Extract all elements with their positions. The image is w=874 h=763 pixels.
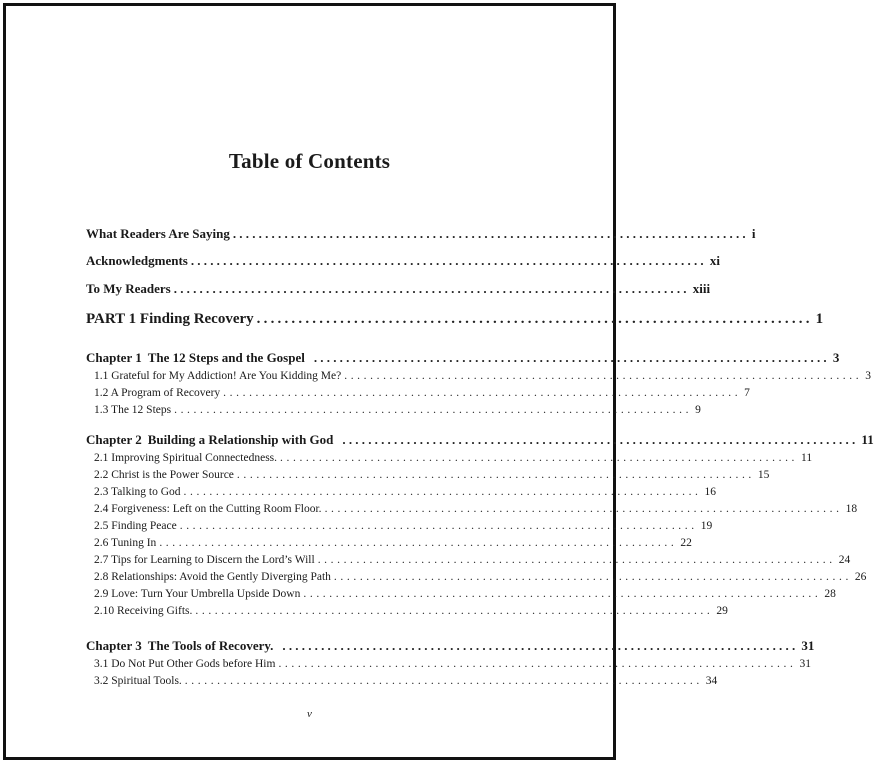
entry-page: 19: [700, 520, 713, 532]
entry-page: 26: [854, 571, 867, 583]
page-title: Table of Contents: [228, 149, 391, 173]
entry-page: 18: [845, 503, 858, 515]
dot-leader: ................................................................................: [278, 658, 797, 670]
dot-leader: ................................................................................: [223, 387, 742, 399]
toc-entry-section[interactable]: [94, 537, 692, 549]
entry-page: 15: [757, 469, 770, 481]
toc-entry-section[interactable]: [94, 588, 836, 600]
entry-label: [86, 432, 339, 448]
dot-leader: ................................................................................: [236, 469, 755, 481]
entry-page: 1: [815, 311, 824, 327]
toc-entry-section[interactable]: [94, 404, 701, 416]
entry-page: xi: [709, 253, 720, 268]
dot-leader: ................................................................................: [342, 432, 859, 447]
dot-leader: ................................................................................: [282, 638, 799, 653]
chapter-title: The Tools of Recovery.: [147, 638, 274, 653]
entry-label: 2.5 Finding Peace: [94, 520, 177, 532]
chapter-number: Chapter 2: [86, 432, 142, 447]
dot-leader: ................................................................................: [344, 370, 863, 382]
book-page: [3, 3, 874, 760]
entry-label: 2.1 Improving Spiritual Connectedness.: [94, 452, 278, 464]
entry-label: 2.6 Tuning In: [94, 537, 157, 549]
toc-entry-section[interactable]: [94, 503, 858, 515]
dot-leader: ................................................................................: [324, 503, 843, 515]
entry-label: 2.8 Relationships: Avoid the Gently Diverging Path: [94, 571, 331, 583]
toc-entry-section[interactable]: [94, 469, 770, 481]
chapter-title: The 12 Steps and the Gospel: [147, 350, 305, 365]
page-number: v: [307, 708, 312, 720]
entry-label: What Readers Are Saying: [86, 226, 230, 241]
entry-label: 2.9 Love: Turn Your Umbrella Upside Down: [94, 588, 301, 600]
entry-page: 11: [801, 452, 813, 464]
entry-page: 24: [838, 554, 851, 566]
dot-leader: ................................................................................: [174, 404, 693, 416]
toc-entry-section[interactable]: [94, 520, 713, 532]
entry-page: i: [751, 226, 756, 241]
entry-label: [86, 638, 279, 654]
dot-leader: ................................................................................: [313, 350, 830, 365]
entry-label: 2.7 Tips for Learning to Discern the Lord’s Will: [94, 554, 315, 566]
dot-leader: ................................................................................: [232, 226, 749, 241]
dot-leader: ................................................................................: [183, 486, 702, 498]
toc-entry-section[interactable]: [94, 387, 750, 399]
entry-page: 29: [716, 605, 728, 617]
entry-label: To My Readers: [86, 281, 171, 296]
entry-label: 1.3 The 12 Steps: [94, 404, 172, 416]
entry-page: 3: [865, 370, 871, 382]
dot-leader: ................................................................................: [190, 253, 707, 268]
entry-label: 3.1 Do Not Put Other Gods before Him: [94, 658, 276, 670]
chapter-title: Building a Relationship with God: [147, 432, 334, 447]
dot-leader: ................................................................................: [173, 281, 690, 296]
dot-leader: ................................................................................: [184, 675, 703, 687]
entry-page: 22: [680, 537, 692, 549]
entry-label: [86, 350, 311, 366]
entry-page: 11: [861, 432, 874, 447]
entry-page: 9: [695, 404, 701, 416]
toc-entry-part-1[interactable]: [86, 311, 824, 328]
toc-entry-chapter-3[interactable]: [86, 638, 815, 654]
entry-label: 2.3 Talking to God: [94, 486, 181, 498]
entry-label: 2.2 Christ is the Power Source: [94, 469, 234, 481]
chapter-number: Chapter 1: [86, 350, 142, 365]
toc-entry-section[interactable]: [94, 486, 717, 498]
entry-label: 3.2 Spiritual Tools.: [94, 675, 182, 687]
entry-label: 1.1 Grateful for My Addiction! Are You Kidding Me?: [94, 370, 342, 382]
entry-label: 2.4 Forgiveness: Left on the Cutting Room Floor.: [94, 503, 322, 515]
entry-page: 7: [744, 387, 750, 399]
entry-label: 1.2 A Program of Recovery: [94, 387, 221, 399]
dot-leader: ................................................................................: [195, 605, 714, 617]
entry-page: 3: [832, 350, 840, 365]
toc-entry-section[interactable]: [94, 571, 867, 583]
toc-entry-section[interactable]: [94, 370, 871, 382]
entry-page: 28: [824, 588, 836, 600]
entry-page: xiii: [692, 281, 711, 296]
toc-entry-section[interactable]: [94, 605, 728, 617]
toc-entry-chapter-1[interactable]: [86, 350, 840, 366]
toc-entry-readers[interactable]: [86, 226, 756, 242]
entry-page: 31: [801, 638, 815, 653]
dot-leader: ................................................................................: [256, 311, 813, 327]
entry-page: 16: [704, 486, 717, 498]
entry-label: PART 1 Finding Recovery: [86, 311, 254, 327]
toc-entry-section[interactable]: [94, 675, 718, 687]
toc-entry-to-my-readers[interactable]: [86, 281, 711, 297]
toc-entry-chapter-2[interactable]: [86, 432, 874, 448]
entry-page: 31: [799, 658, 811, 670]
dot-leader: ................................................................................: [159, 537, 678, 549]
dot-leader: ................................................................................: [303, 588, 822, 600]
entry-label: 2.10 Receiving Gifts.: [94, 605, 193, 617]
entry-label: Acknowledgments: [86, 253, 188, 268]
dot-leader: ................................................................................: [317, 554, 836, 566]
toc-entry-section[interactable]: [94, 658, 811, 670]
toc-entry-acknowledgments[interactable]: [86, 253, 720, 269]
dot-leader: ................................................................................: [179, 520, 698, 532]
toc-entry-section[interactable]: [94, 452, 813, 464]
chapter-number: Chapter 3: [86, 638, 142, 653]
dot-leader: ................................................................................: [280, 452, 799, 464]
dot-leader: ................................................................................: [333, 571, 852, 583]
entry-page: 34: [705, 675, 718, 687]
toc-entry-section[interactable]: [94, 554, 851, 566]
